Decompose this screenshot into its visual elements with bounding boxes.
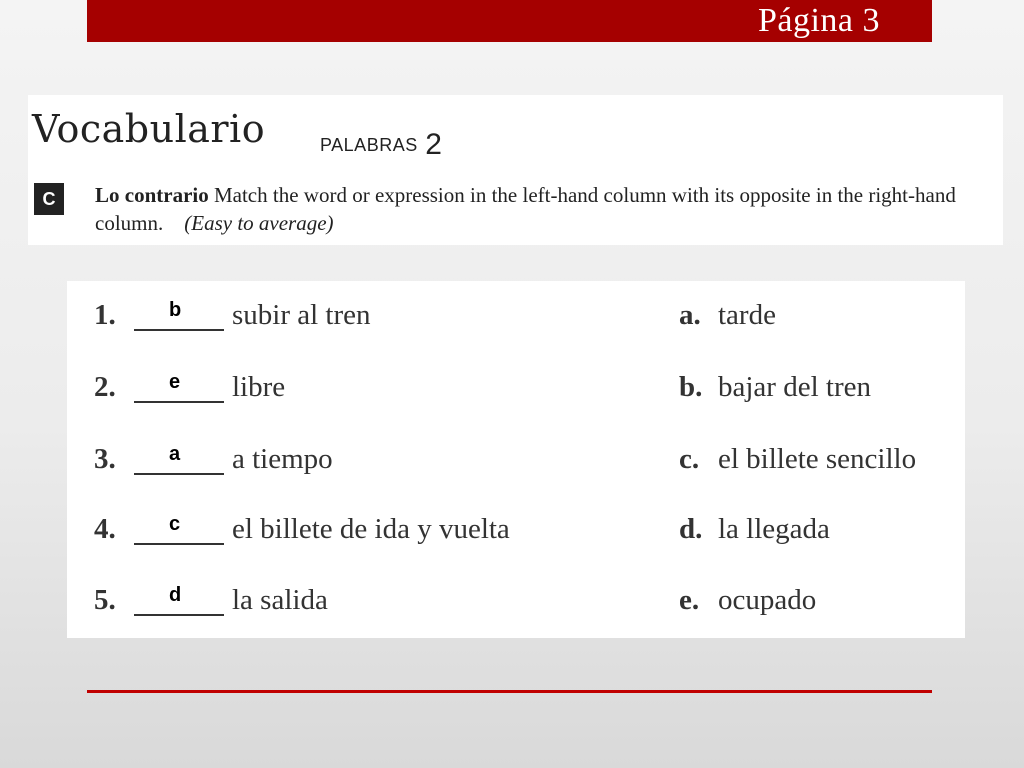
left-term: la salida	[232, 584, 328, 616]
section-subtitle	[320, 128, 442, 162]
right-term: el billete sencillo	[718, 443, 917, 475]
page-header-bar	[87, 0, 932, 42]
answer-letter: d	[169, 584, 182, 606]
instruction-body: Match the word or expression in the left-hand column with its opposite in the right-hand column.	[95, 183, 956, 235]
answer-blank[interactable]	[134, 401, 224, 403]
option-letter: b.	[679, 371, 703, 403]
difficulty-note: (Easy to average)	[184, 211, 334, 235]
option-letter: d.	[679, 513, 703, 545]
section-letter-icon: C	[34, 183, 64, 215]
left-term: libre	[232, 371, 286, 403]
vocabulary-header	[28, 95, 1003, 245]
answer-letter: c	[169, 513, 181, 535]
left-term: subir al tren	[232, 299, 371, 331]
left-term: a tiempo	[232, 443, 333, 475]
answer-blank[interactable]	[134, 329, 224, 331]
option-letter: e.	[679, 584, 700, 616]
exercise-row	[67, 281, 965, 331]
subtitle-text: PALABRAS	[320, 135, 418, 155]
exercise-row	[67, 353, 965, 403]
option-letter: c.	[679, 443, 700, 475]
right-term: ocupado	[718, 584, 817, 616]
answer-letter: a	[169, 443, 181, 465]
answer-blank[interactable]	[134, 614, 224, 616]
item-number: 2.	[94, 371, 116, 403]
exercise-row	[67, 566, 965, 616]
instructions	[95, 181, 1000, 237]
answer-letter: e	[169, 371, 181, 393]
right-term: bajar del tren	[718, 371, 871, 403]
instruction-heading: Lo contrario	[95, 183, 209, 207]
matching-exercise	[67, 281, 965, 638]
right-term: tarde	[718, 299, 776, 331]
exercise-row	[67, 495, 965, 545]
vocabulary-title: Vocabulario	[32, 107, 266, 151]
item-number: 4.	[94, 513, 116, 545]
left-term: el billete de ida y vuelta	[232, 513, 510, 545]
answer-blank[interactable]	[134, 543, 224, 545]
right-term: la llegada	[718, 513, 830, 545]
subtitle-number: 2	[425, 128, 443, 161]
answer-blank[interactable]	[134, 473, 224, 475]
exercise-row	[67, 425, 965, 475]
page-number-label: Página 3	[757, 2, 880, 39]
item-number: 5.	[94, 584, 116, 616]
item-number: 1.	[94, 299, 116, 331]
answer-letter: b	[169, 299, 182, 321]
option-letter: a.	[679, 299, 701, 331]
footer-divider	[87, 690, 932, 693]
item-number: 3.	[94, 443, 116, 475]
